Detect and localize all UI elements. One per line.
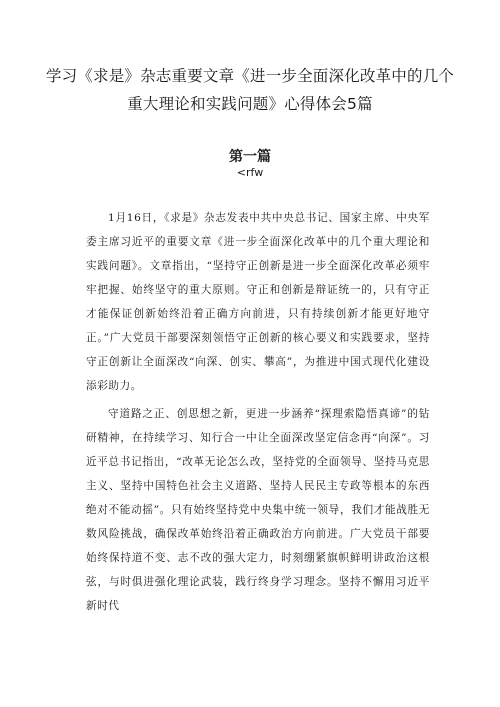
section-subtext: <rfw: [236, 166, 264, 179]
document-title: [40, 62, 460, 118]
section-heading: 第一篇: [229, 149, 271, 165]
paragraph-2: 守道路之正、创思想之新，更进一步涵养“探理索隐悟真谛”的钻研精神，在持续学习、知行合一中让全面深改坚定信念再“向深”。习近平总书记指出，“改革无论怎么改，坚持党的全面领导、坚持马克思主义、坚持中国特色社会主义道路、坚持人民民主专政等根本的东西绝对不能动摇”。只有始终坚持党中央集中统一领导，我们才能战胜无数风险挑战，确保改革始终沿着正确政治方向前进。广大党员干部要始终保持道不变、志不改的强大定力，时刻绷紧旗帜鲜明讲政治这根弦，与时俱进强化理论武装，践行终身学习理念。坚持不懈用习近平新时代: [86, 408, 430, 612]
title-line-2: 重大理论和实践问题》心得体会5篇: [127, 95, 373, 113]
title-line-1: 学习《求是》杂志重要文章《进一步全面深化改革中的几个: [45, 67, 455, 85]
paragraph-1: 1月16日，《求是》杂志发表中共中央总书记、国家主席、中央军委主席习近平的重要文章《进一步全面深化改革中的几个重大理论和实践问题》。文章指出，“坚持守正创新是进一步全面深化改革必须牢牢把握、始终坚守的重大原则。守正和创新是辩证统一的，只有守正才能保证创新始终沿着正确方向前进，只有持续创新才能更好地守正。”广大党员干部要深刻领悟守正创新的核心要义和实践要求，坚持守正创新让全面深改“向深、创实、攀高”，为推进中国式现代化建设添彩助力。: [86, 212, 430, 392]
body-text: [86, 206, 430, 622]
